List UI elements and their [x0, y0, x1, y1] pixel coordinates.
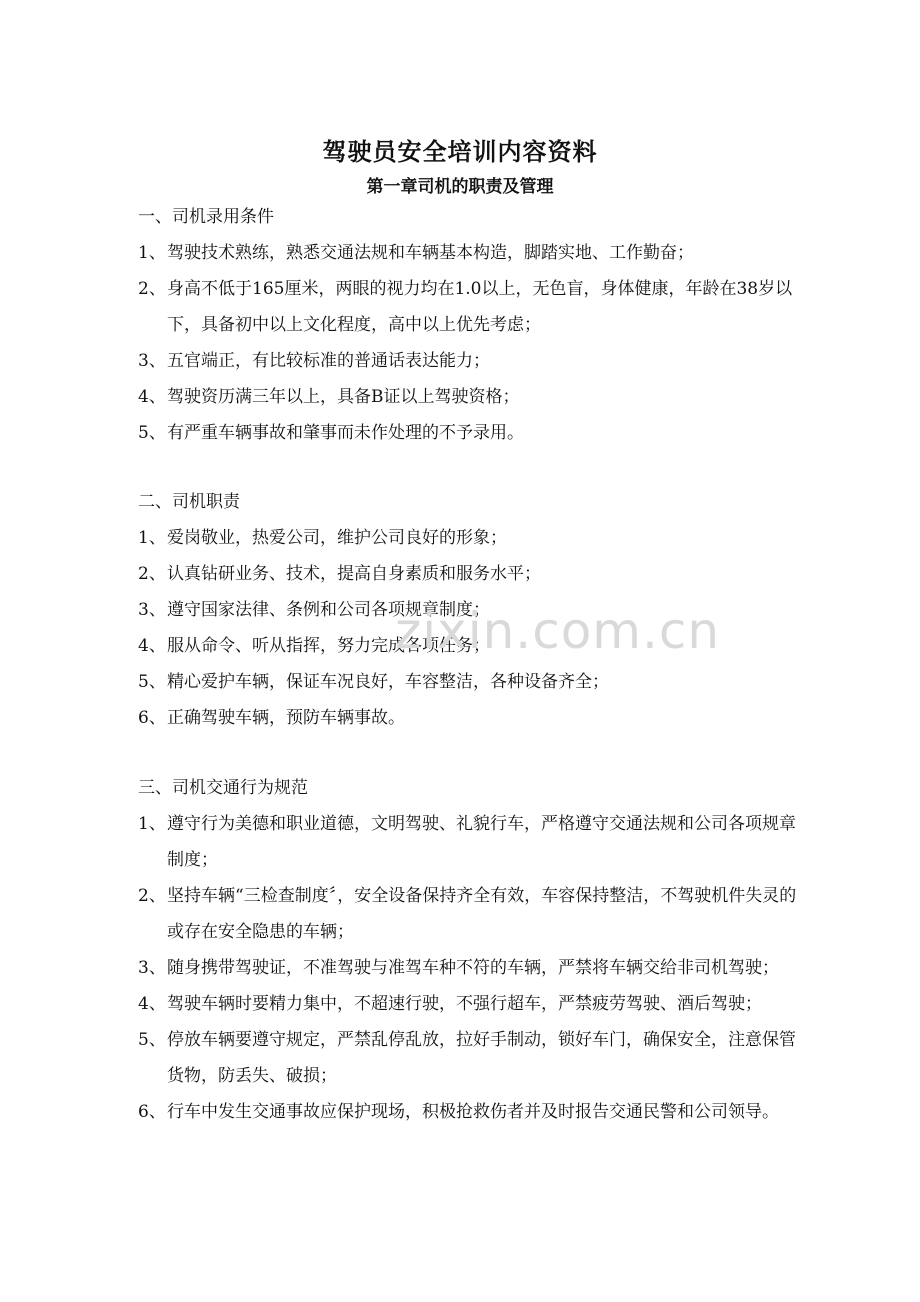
item-text: 服从命令、听从指挥，努力完成各项任务； [167, 636, 490, 656]
item-number: 5、 [138, 423, 166, 443]
list-item [138, 271, 803, 343]
item-number: 3、 [138, 958, 166, 978]
item-text: 驾驶资历满三年以上，具备B证以上驾驶资格； [167, 387, 520, 407]
list-item [138, 343, 803, 379]
item-number: 3、 [138, 600, 166, 620]
section-hiring-conditions [138, 199, 798, 451]
watermark: zixin.com.cn [395, 602, 721, 660]
list-item [138, 235, 803, 271]
section-heading: 三、司机交通行为规范 [138, 778, 308, 798]
list-item [138, 664, 803, 700]
list-item [138, 520, 803, 556]
item-number: 5、 [138, 1030, 166, 1050]
item-number: 1、 [138, 814, 166, 834]
item-number: 1、 [138, 528, 166, 548]
document-title: 驾驶员安全培训内容资料 [322, 137, 598, 166]
item-text: 驾驶车辆时要精力集中，不超速行驶，不强行超车，严禁疲劳驾驶、酒后驾驶； [167, 994, 762, 1014]
item-number: 6、 [138, 1102, 166, 1122]
section-driver-duties [138, 484, 798, 736]
item-text: 正确驾驶车辆，预防车辆事故。 [167, 708, 405, 728]
item-text: 有严重车辆事故和肇事而未作处理的不予录用。 [167, 423, 524, 443]
item-text: 坚持车辆“三检查制度〞，安全设备保持齐全有效，车容保持整洁，不驾驶机件失灵的或存在安全隐患的车辆； [167, 886, 797, 942]
list-item [138, 592, 803, 628]
item-text: 身高不低于165厘米，两眼的视力均在1.0以上，无色盲，身体健康，年龄在38岁以下，具备初中以上文化程度，高中以上优先考虑； [167, 279, 793, 335]
list-item [138, 806, 803, 878]
chapter-title: 第一章司机的职责及管理 [366, 177, 554, 197]
item-number: 2、 [138, 564, 166, 584]
list-item [138, 700, 803, 736]
item-text: 驾驶技术熟练，熟悉交通法规和车辆基本构造，脚踏实地、工作勤奋； [167, 243, 694, 263]
list-item [138, 986, 803, 1022]
list-item [138, 379, 803, 415]
item-text: 认真钻研业务、技术，提高自身素质和服务水平； [167, 564, 541, 584]
item-number: 4、 [138, 994, 166, 1014]
section-heading: 一、司机录用条件 [138, 207, 274, 227]
item-number: 1、 [138, 243, 166, 263]
item-number: 2、 [138, 886, 166, 906]
list-item [138, 628, 803, 664]
item-number: 5、 [138, 672, 166, 692]
item-text: 五官端正，有比较标准的普通话表达能力； [167, 351, 490, 371]
item-number: 2、 [138, 279, 166, 299]
item-text: 遵守行为美德和职业道德，文明驾驶、礼貌行车，严格遵守交通法规和公司各项规章制度； [167, 814, 796, 870]
section-heading: 二、司机职责 [138, 492, 240, 512]
list-item [138, 1022, 803, 1094]
item-text: 随身携带驾驶证，不准驾驶与准驾车种不符的车辆，严禁将车辆交给非司机驾驶； [167, 958, 779, 978]
list-item [138, 556, 803, 592]
list-item [138, 878, 803, 950]
item-text: 停放车辆要遵守规定，严禁乱停乱放，拉好手制动，锁好车门，确保安全，注意保管货物，防丢失、破损； [167, 1030, 796, 1086]
item-number: 4、 [138, 387, 166, 407]
list-item [138, 1094, 803, 1130]
item-text: 精心爱护车辆，保证车况良好，车容整洁，各种设备齐全； [167, 672, 609, 692]
list-item [138, 415, 803, 451]
item-text: 爱岗敬业，热爱公司，维护公司良好的形象； [167, 528, 507, 548]
item-text: 遵守国家法律、条例和公司各项规章制度； [167, 600, 490, 620]
section-traffic-conduct [138, 770, 798, 1130]
list-item [138, 950, 803, 986]
item-number: 3、 [138, 351, 166, 371]
item-number: 6、 [138, 708, 166, 728]
item-number: 4、 [138, 636, 166, 656]
item-text: 行车中发生交通事故应保护现场，积极抢救伤者并及时报告交通民警和公司领导。 [167, 1102, 779, 1122]
